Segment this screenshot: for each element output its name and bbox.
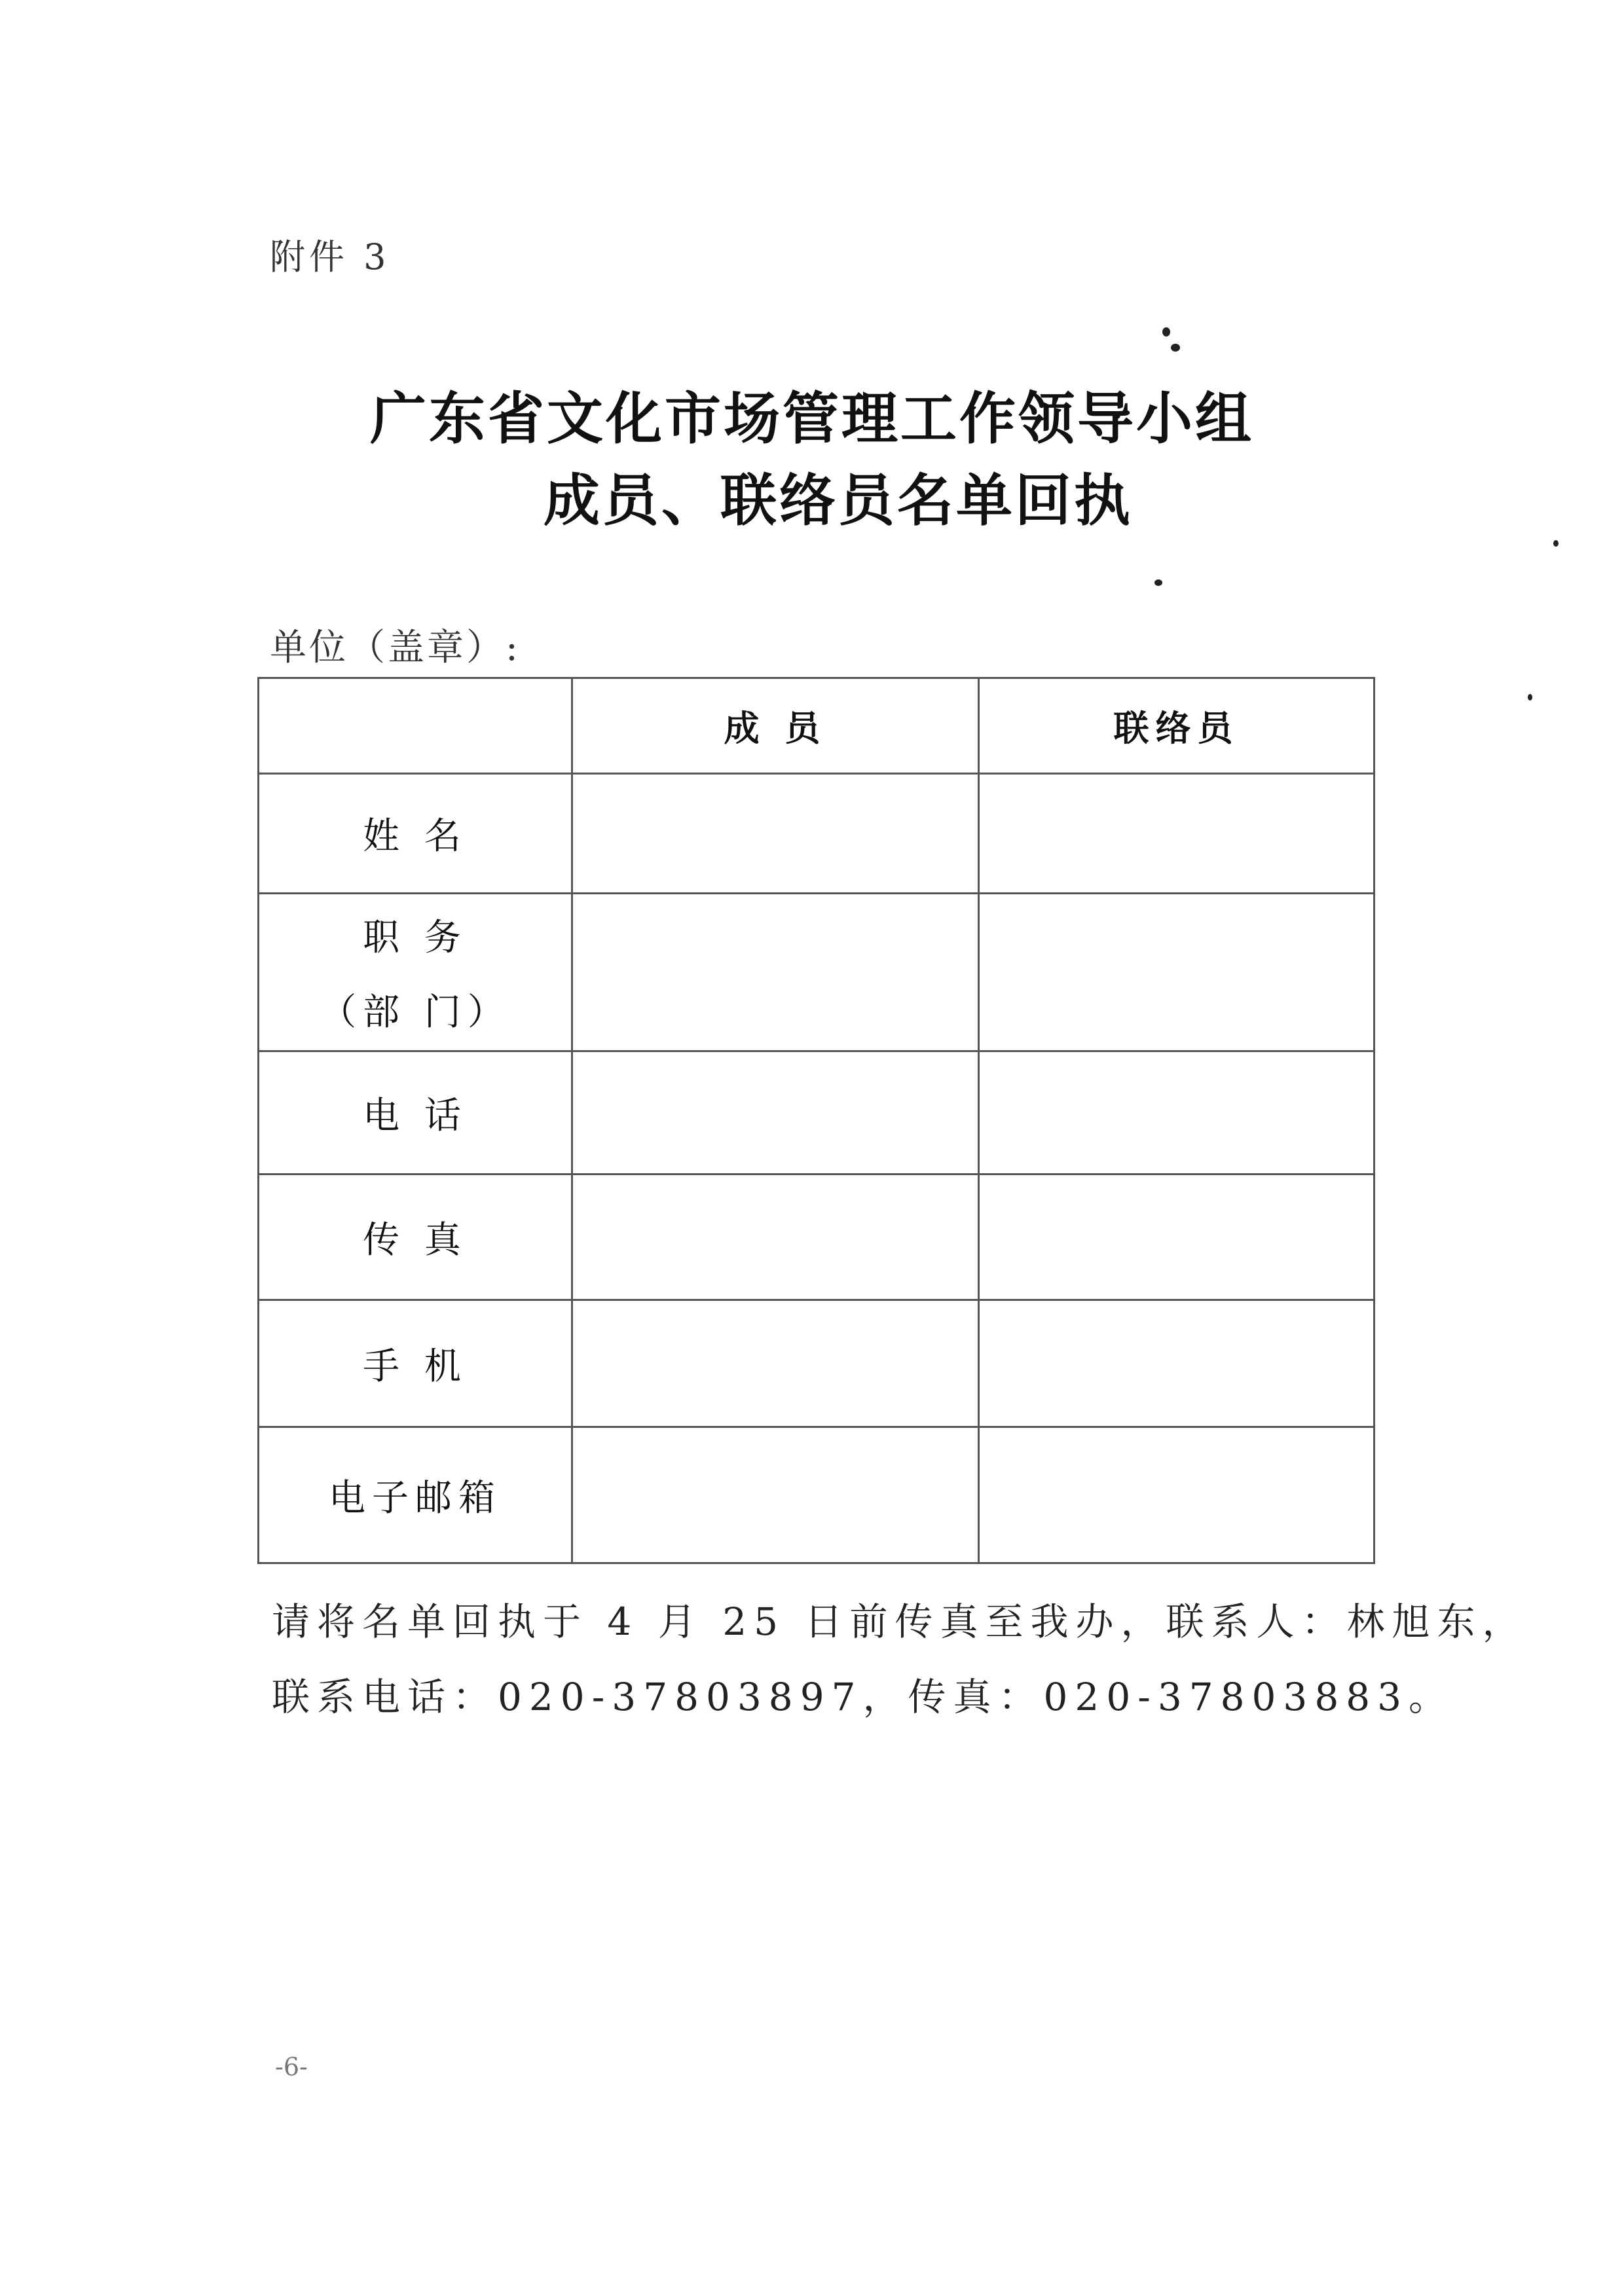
table-row [259, 1300, 1375, 1427]
liaison-fax-cell[interactable] [979, 1175, 1375, 1300]
liaison-mobile-cell[interactable] [979, 1300, 1375, 1427]
row-label-position [259, 894, 572, 1051]
member-fax-cell[interactable] [572, 1175, 979, 1300]
row-label-position-line2: （部 门） [320, 991, 511, 1034]
member-position-cell[interactable] [572, 894, 979, 1051]
attachment-label: 附件 3 [270, 236, 390, 278]
member-mobile-cell[interactable] [572, 1300, 979, 1427]
header-liaison: 联络员 [979, 678, 1375, 774]
document-title-line2: 成员、联络员名单回执 [544, 467, 1133, 534]
member-name-cell[interactable] [572, 774, 979, 894]
liaison-name-cell[interactable] [979, 774, 1375, 894]
roster-table [257, 677, 1375, 1564]
row-label-name: 姓 名 [259, 774, 572, 894]
document-title-line1: 广东省文化市场管理工作领导小组 [370, 386, 1254, 452]
header-member: 成 员 [572, 678, 979, 774]
footer-instruction-line2: 联系电话：020-37803897，传真：020-37803883。 [272, 1675, 1454, 1719]
scan-speck [1154, 579, 1162, 586]
member-phone-cell[interactable] [572, 1051, 979, 1175]
liaison-email-cell[interactable] [979, 1427, 1375, 1563]
row-label-email: 电子邮箱 [259, 1427, 572, 1563]
liaison-phone-cell[interactable] [979, 1051, 1375, 1175]
scan-speck [1162, 327, 1170, 337]
row-label-position-line1: 职 务 [363, 917, 468, 959]
table-row [259, 1175, 1375, 1300]
member-email-cell[interactable] [572, 1427, 979, 1563]
table-row [259, 774, 1375, 894]
table-row [259, 1427, 1375, 1563]
row-label-fax: 传 真 [259, 1175, 572, 1300]
table-row [259, 894, 1375, 1051]
scan-speck [1528, 694, 1532, 701]
scan-speck [1171, 344, 1180, 352]
header-blank [259, 678, 572, 774]
row-label-mobile: 手 机 [259, 1300, 572, 1427]
unit-seal-label: 单位（盖章）: [270, 627, 521, 669]
page-number: -6- [275, 2052, 308, 2081]
scan-speck [1553, 540, 1559, 547]
table-header-row [259, 678, 1375, 774]
liaison-position-cell[interactable] [979, 894, 1375, 1051]
table-row [259, 1051, 1375, 1175]
row-label-phone: 电 话 [259, 1051, 572, 1175]
footer-instruction-line1: 请将名单回执于 4 月 25 日前传真至我办，联系人：林旭东， [272, 1599, 1528, 1644]
